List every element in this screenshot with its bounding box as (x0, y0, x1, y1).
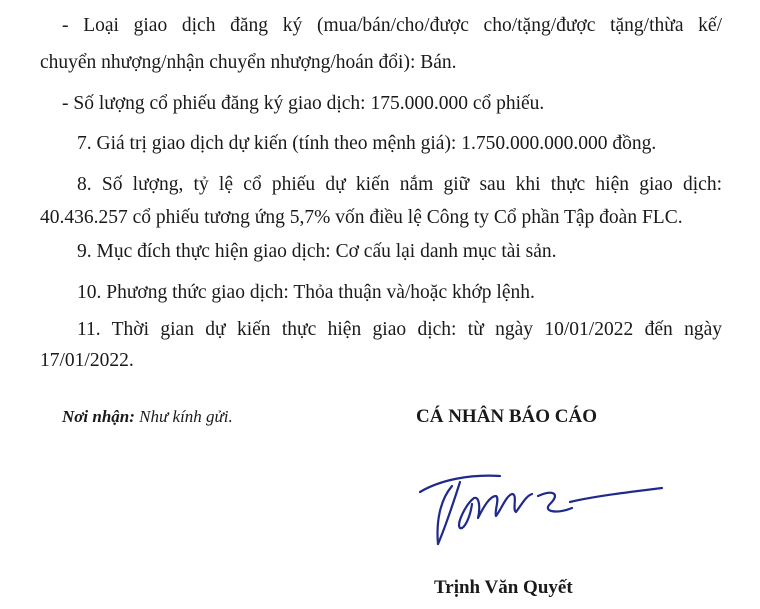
body-line-3: - Số lượng cổ phiếu đăng ký giao dịch: 175.000.000 cổ phiếu. (62, 93, 545, 114)
body-line-1: - Loại giao dịch đăng ký (mua/bán/cho/được cho/tặng/được tặng/thừa kế/ (62, 15, 722, 36)
body-line-9: 11. Thời gian dự kiến thực hiện giao dịch: từ ngày 10/01/2022 đến ngày (77, 319, 722, 340)
body-line-10: 17/01/2022. (40, 350, 134, 371)
recipients-label: Nơi nhận: (62, 407, 135, 426)
signer-name: Trịnh Văn Quyết (434, 577, 573, 598)
body-line-2: chuyển nhượng/nhận chuyển nhượng/hoán đổi): Bán. (40, 52, 457, 73)
recipients-block (62, 406, 233, 428)
body-line-5: 8. Số lượng, tỷ lệ cổ phiếu dự kiến nắm giữ sau khi thực hiện giao dịch: (77, 174, 722, 195)
signer-title: CÁ NHÂN BÁO CÁO (416, 406, 598, 427)
recipients-value: Như kính gửi. (139, 407, 233, 426)
body-line-6: 40.436.257 cổ phiếu tương ứng 5,7% vốn điều lệ Công ty Cổ phần Tập đoàn FLC. (40, 207, 683, 228)
body-line-7: 9. Mục đích thực hiện giao dịch: Cơ cấu lại danh mục tài sản. (77, 241, 557, 262)
body-line-8: 10. Phương thức giao dịch: Thỏa thuận và/hoặc khớp lệnh. (77, 282, 535, 303)
handwritten-signature (400, 452, 670, 552)
body-line-4: 7. Giá trị giao dịch dự kiến (tính theo mệnh giá): 1.750.000.000.000 đồng. (77, 133, 657, 154)
